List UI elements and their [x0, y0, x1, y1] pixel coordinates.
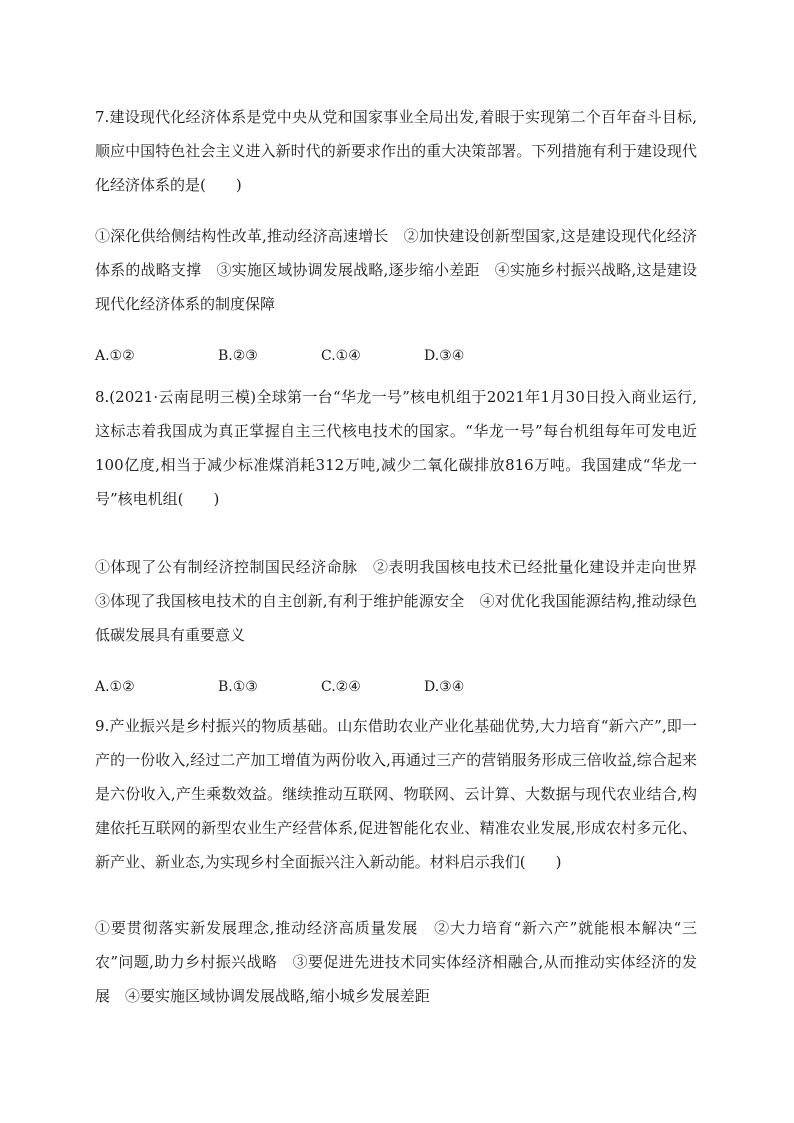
- choice-d[interactable]: D.③④: [424, 679, 465, 695]
- choice-b[interactable]: B.②③: [218, 348, 258, 364]
- choice-d[interactable]: D.③④: [424, 348, 465, 364]
- question-9: [95, 709, 697, 1005]
- question-8: [95, 380, 713, 695]
- answer-choices: [95, 677, 524, 697]
- answer-choices: [95, 346, 524, 366]
- choice-c[interactable]: C.①④: [321, 348, 361, 364]
- choice-a[interactable]: A.①②: [95, 348, 135, 364]
- choice-b[interactable]: B.①③: [218, 679, 258, 695]
- question-stem: 7.建设现代化经济体系是党中央从党和国家事业全局出发,着眼于实现第二个百年奋斗目标,顺应中国特色社会主义进入新时代的新要求作出的重大决策部署。下列措施有利于建设现代化经济体系的是( ): [95, 108, 697, 194]
- choice-c[interactable]: C.②④: [321, 679, 361, 695]
- statement-options: ①要贯彻落实新发展理念,推动经济高质量发展 ②大力培育“新六产”就能根本解决“三农”问题,助力乡村振兴战略 ③要促进先进技术同实体经济相融合,从而推动实体经济的发展 ④要实施区域协调发展战略,缩小城乡发展差距: [95, 919, 697, 1005]
- statement-options: ①深化供给侧结构性改革,推动经济高速增长 ②加快建设创新型国家,这是建设现代化经济体系的战略支撑 ③实施区域协调发展战略,逐步缩小差距 ④实施乡村振兴战略,这是建设现代化经济体系的制度保障: [95, 227, 697, 313]
- statement-options: ①体现了公有制经济控制国民经济命脉 ②表明我国核电技术已经批量化建设并走向世界 ③体现了我国核电技术的自主创新,有利于维护能源安全 ④对优化我国能源结构,推动绿色低碳发展具有重要意义: [95, 558, 713, 644]
- question-stem: 8.(2021·云南昆明三模)全球第一台“华龙一号”核电机组于2021年1月30日投入商业运行,这标志着我国成为真正掌握自主三代核电技术的国家。“华龙一号”每台机组每年可发电近100亿度,相当于减少标准煤消耗312万吨,减少二氧化碳排放816万吨。我国建成“华龙一号”核电机组( ): [95, 388, 697, 508]
- choice-a[interactable]: A.①②: [95, 679, 135, 695]
- question-7: [95, 100, 697, 364]
- question-stem: 9.产业振兴是乡村振兴的物质基础。山东借助农业产业化基础优势,大力培育“新六产”,即一产的一份收入,经过二产加工增值为两份收入,再通过三产的营销服务形成三倍收益,综合起来是六份收入,产生乘数效益。继续推动互联网、物联网、云计算、大数据与现代农业结合,构建依托互联网的新型农业生产经营体系,促进智能化农业、精准农业发展,形成农村多元化、新产业、新业态,为实现乡村全面振兴注入新动能。材料启示我们( ): [95, 717, 697, 871]
